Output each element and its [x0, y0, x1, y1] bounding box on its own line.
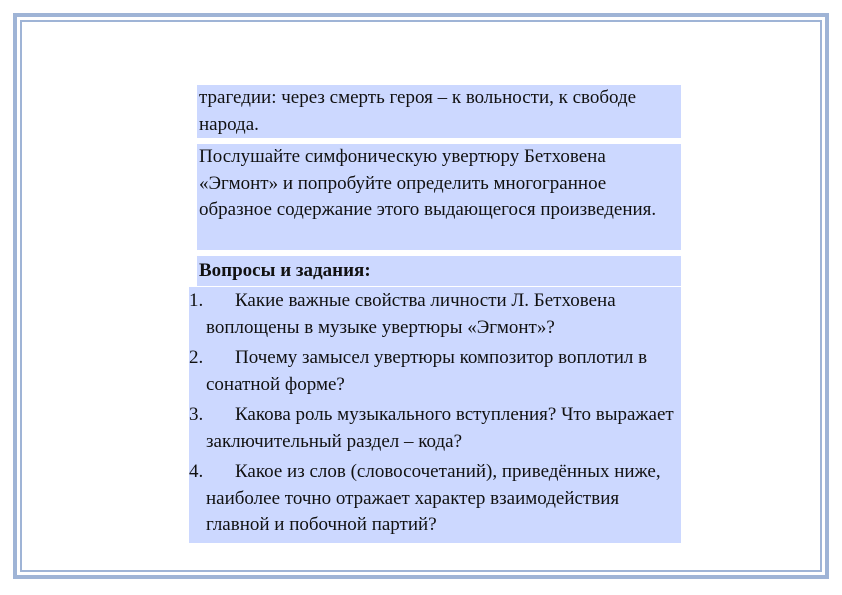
- question-number: 1.: [189, 290, 204, 311]
- text-block-listen: [197, 144, 681, 250]
- question-item: [189, 401, 681, 458]
- question-number: 3.: [189, 404, 204, 425]
- question-text: Какие важные свойства личности Л. Бетховена воплощены в музыке увертюры «Эгмонт»?: [206, 290, 616, 338]
- question-item: [189, 458, 681, 542]
- question-item: [189, 287, 681, 344]
- questions-heading: Вопросы и задания:: [199, 260, 371, 281]
- paragraph-listen: Послушайте симфоническую увертюру Бетховена «Эгмонт» и попробуйте определить многогранное образное содержание этого выдающегося произведения.: [199, 146, 657, 220]
- question-number: 4.: [189, 461, 204, 482]
- questions-heading-block: [197, 256, 681, 286]
- question-text: Какова роль музыкального вступления? Что выражает заключительный раздел – кода?: [206, 404, 674, 452]
- paragraph-intro: трагедии: через смерть героя – к вольности, к свободе народа.: [199, 87, 637, 135]
- questions-list: [189, 287, 681, 543]
- question-text: Какое из слов (словосочетаний), приведённых ниже, наиболее точно отражает характер взаимодействия главной и побочной партий?: [206, 461, 661, 535]
- question-number: 2.: [189, 347, 204, 368]
- question-item: [189, 344, 681, 401]
- question-text: Почему замысел увертюры композитор воплотил в сонатной форме?: [206, 347, 648, 395]
- text-block-intro: [197, 85, 681, 138]
